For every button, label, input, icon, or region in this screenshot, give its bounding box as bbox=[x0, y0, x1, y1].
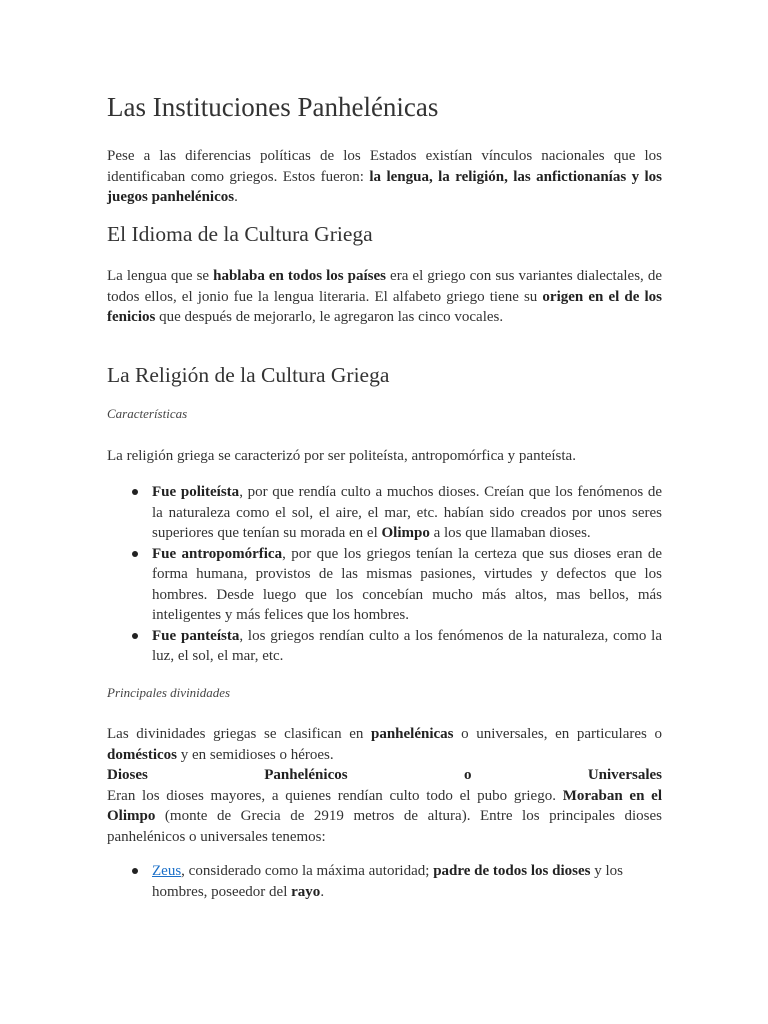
religion-list bbox=[107, 482, 662, 667]
list-item: Fue panteísta, los griegos rendían culto a los fenómenos de la naturaleza, como la luz, el sol, el mar, etc. bbox=[107, 626, 662, 667]
list-item: Fue antropomórfica, por que los griegos tenían la certeza que sus dioses eran de forma humana, provistos de las mismas pasiones, virtudes y defectos que los hombres. Desde luego que los concebían mucho más altos, mas bellos, más inteligentes y más felices que los hombres. bbox=[107, 544, 662, 626]
intro-bold: la lengua, la religión, las anfictionanías y los juegos panhelénicos bbox=[107, 168, 662, 205]
dioses-panhelenicos-heading: Dioses Panhelénicos o Universales bbox=[107, 767, 662, 783]
zeus-link[interactable]: Zeus bbox=[152, 863, 182, 879]
list-item: Zeus, considerado como la máxima autoridad; padre de todos los dioses y los hombres, poseedor del rayo. bbox=[107, 861, 627, 902]
section-heading-religion: La Religión de la Cultura Griega bbox=[107, 363, 390, 387]
section-heading-idioma: El Idioma de la Cultura Griega bbox=[107, 222, 373, 246]
divinidades-paragraph: Las divinidades griegas se clasifican en panhelénicas o universales, en particulares o domésticos y en semidioses o héroes. Dioses Panhelénicos o Universales Eran los dioses mayores, a quienes rendían culto todo el pubo griego. Moraban en el Olimpo (monte de Grecia de 2919 metros de altura). Entre los principales dioses panhelénicos o universales tenemos: bbox=[107, 726, 662, 845]
subhead-divinidades: Principales divinidades bbox=[107, 685, 231, 700]
subhead-caracteristicas: Características bbox=[107, 406, 188, 421]
dioses-list bbox=[107, 861, 627, 902]
idioma-paragraph: La lengua que se hablaba en todos los países era el griego con sus variantes dialectales, de todos ellos, el jonio fue la lengua literaria. El alfabeto griego tiene su origen en el de los fenicios que después de mejorarlo, le agregaron las cinco vocales. bbox=[107, 268, 663, 325]
intro-paragraph: Pese a las diferencias políticas de los Estados existían vínculos nacionales que los identificaban como griegos. Estos fueron: la lengua, la religión, las anfictionanías y los juegos panhelénicos. bbox=[107, 148, 662, 205]
list-item: Fue politeísta, por que rendía culto a muchos dioses. Creían que los fenómenos de la naturaleza como el sol, el aire, el mar, etc. habían sido creados por unos seres superiores que tenían su morada en el Olimpo a los que llamaban dioses. bbox=[107, 482, 662, 544]
page-title: Las Instituciones Panhelénicas bbox=[107, 92, 439, 122]
religion-summary: La religión griega se caracterizó por ser politeísta, antropomórfica y panteísta. bbox=[107, 448, 576, 464]
